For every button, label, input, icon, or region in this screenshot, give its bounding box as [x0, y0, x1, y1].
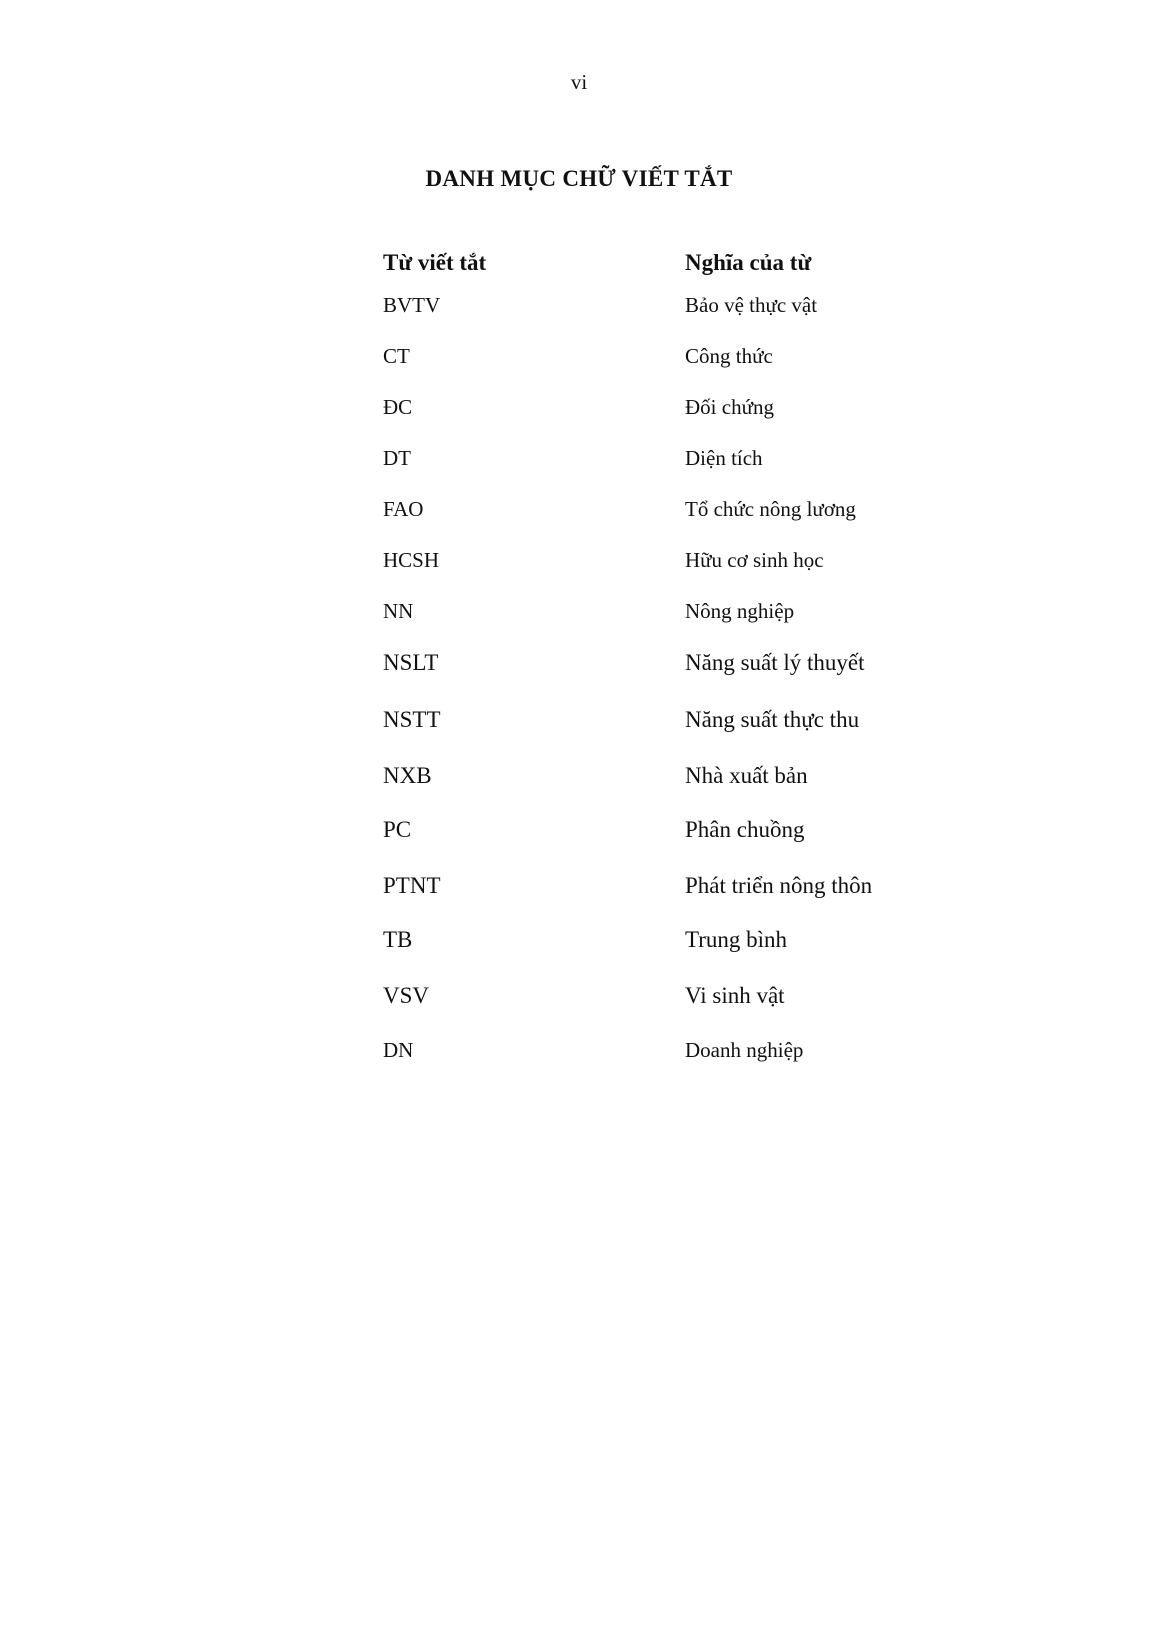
row-abbreviation: NSTT: [383, 707, 441, 732]
row-abbreviation: PTNT: [383, 873, 441, 898]
table-row: [383, 395, 983, 425]
row-abbreviation: DN: [383, 1038, 414, 1062]
table-row: [383, 817, 983, 847]
row-abbreviation: NSLT: [383, 650, 439, 675]
row-meaning: Năng suất thực thu: [685, 707, 860, 732]
row-abbreviation: HCSH: [383, 548, 440, 572]
row-meaning: Nông nghiệp: [685, 599, 795, 623]
table-row: [383, 873, 983, 903]
abbreviation-table: [383, 250, 983, 1062]
row-meaning: Đối chứng: [685, 395, 774, 419]
table-row: [383, 446, 983, 476]
row-meaning: Năng suất lý thuyết: [685, 650, 865, 675]
table-row: [383, 548, 983, 578]
row-meaning: Nhà xuất bản: [685, 763, 808, 788]
row-meaning: Tổ chức nông lương: [685, 497, 856, 521]
row-meaning: Phân chuồng: [685, 817, 805, 842]
page-number: vi: [570, 70, 588, 94]
row-meaning: Trung bình: [685, 927, 788, 952]
row-meaning: Hữu cơ sinh học: [685, 548, 824, 572]
page-title: DANH MỤC CHỮ VIẾT TẮT: [425, 166, 733, 191]
table-row: [383, 650, 983, 680]
row-abbreviation: NXB: [383, 763, 432, 788]
row-meaning: Vi sinh vật: [685, 983, 785, 1008]
row-meaning: Diện tích: [685, 446, 763, 470]
row-abbreviation: FAO: [383, 497, 424, 521]
table-row: [383, 707, 983, 737]
row-abbreviation: TB: [383, 927, 413, 952]
table-row: [383, 1038, 983, 1068]
row-abbreviation: VSV: [383, 983, 430, 1008]
row-meaning: Công thức: [685, 344, 773, 368]
row-abbreviation: NN: [383, 599, 414, 623]
table-row: [383, 599, 983, 629]
table-row: [383, 927, 983, 957]
header-meaning: Nghĩa của từ: [685, 250, 812, 275]
table-header-row: [383, 250, 983, 282]
row-meaning: Doanh nghiệp: [685, 1038, 804, 1062]
row-abbreviation: ĐC: [383, 395, 413, 419]
row-abbreviation: PC: [383, 817, 412, 842]
table-row: [383, 763, 983, 793]
table-row: [383, 344, 983, 374]
row-abbreviation: BVTV: [383, 293, 441, 317]
header-abbreviation: Từ viết tắt: [383, 250, 487, 275]
table-row: [383, 497, 983, 527]
row-abbreviation: DT: [383, 446, 411, 470]
row-abbreviation: CT: [383, 344, 410, 368]
row-meaning: Bảo vệ thực vật: [685, 293, 818, 317]
table-row: [383, 983, 983, 1013]
table-row: [383, 293, 983, 323]
row-meaning: Phát triển nông thôn: [685, 873, 873, 898]
